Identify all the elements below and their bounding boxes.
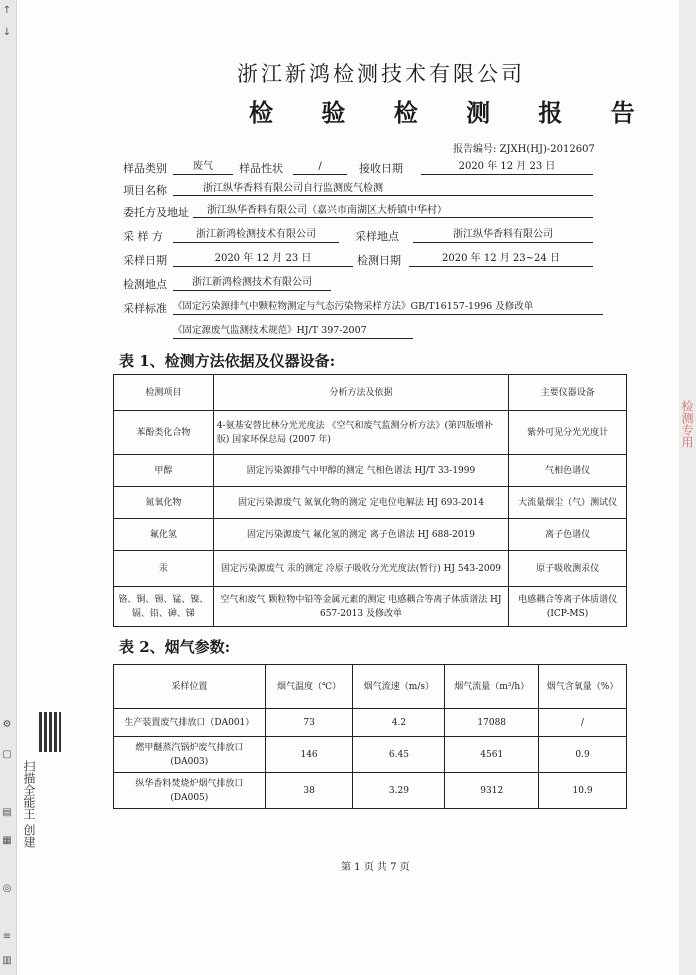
header-cell: 烟气流速（m/s） (353, 665, 445, 709)
sample-state-label: 样品性状 (239, 162, 283, 175)
header-cell: 主要仪器设备 (509, 375, 627, 411)
header-cell: 烟气含氧量（%） (539, 665, 627, 709)
received-label: 接收日期 (359, 162, 403, 175)
header-cell: 采样位置 (114, 665, 266, 709)
document-page (17, 0, 694, 975)
cell-method: 4-氨基安替比林分光光度法 《空气和废气监测分析方法》(第四版增补版) 国家环保总局 (2007 年) (213, 411, 508, 455)
cell-oxygen: 0.9 (539, 737, 627, 773)
table-row (114, 411, 627, 455)
client-label: 委托方及地址 (123, 206, 189, 219)
header-cell: 分析方法及依据 (213, 375, 508, 411)
cell-item: 氮氧化物 (114, 487, 214, 519)
settings-icon[interactable]: ⚙ (2, 719, 12, 730)
client-value: 浙江纵华香料有限公司（嘉兴市南湖区大桥镇中华村） (193, 204, 593, 218)
methods-table (113, 374, 627, 627)
cell-item: 苯酚类化合物 (114, 411, 214, 455)
project-value: 浙江纵华香料有限公司自行监测废气检测 (173, 182, 593, 196)
sampler-label: 采 样 方 (123, 230, 163, 243)
bookmark-icon[interactable]: ▢ (2, 749, 12, 760)
sampling-place-value: 浙江纵华香料有限公司 (413, 228, 593, 243)
scanner-watermark: 扫描全能王 创建 (22, 760, 36, 848)
cell-device: 气相色谱仪 (509, 455, 627, 487)
scroll-down-icon[interactable]: ↓ (2, 27, 12, 38)
page-footer: 第 1 页 共 7 页 (341, 862, 410, 873)
cell-temp: 73 (265, 709, 353, 737)
flue-gas-table (113, 664, 627, 809)
qr-code-icon (39, 712, 61, 752)
cell-method: 固定污染源排气中甲醇的测定 气相色谱法 HJ/T 33-1999 (213, 455, 508, 487)
test-place-label: 检测地点 (123, 278, 167, 291)
cell-location: 生产装置废气排放口（DA001） (114, 709, 266, 737)
cell-speed: 3.29 (353, 773, 445, 809)
page-icon[interactable]: ▤ (2, 807, 12, 818)
table-row (114, 587, 627, 627)
cell-device: 离子色谱仪 (509, 519, 627, 551)
company-name: 浙江新鸿检测技术有限公司 (237, 62, 525, 86)
cell-method: 固定污染源废气 氮氧化物的测定 定电位电解法 HJ 693-2014 (213, 487, 508, 519)
sample-state-value: / (293, 160, 347, 175)
table-header-row (114, 375, 627, 411)
scroll-up-icon[interactable]: ↑ (2, 5, 12, 16)
sampling-place-label: 采样地点 (355, 230, 399, 243)
cell-flow: 17088 (445, 709, 539, 737)
table-row (114, 737, 627, 773)
cell-device: 电感耦合等离子体质谱仪 (ICP-MS) (509, 587, 627, 627)
sampling-date-value: 2020 年 12 月 23 日 (173, 252, 353, 267)
standard-label: 采样标准 (123, 302, 167, 315)
cell-method: 固定污染源废气 汞的测定 冷原子吸收分光光度法(暂行) HJ 543-2009 (213, 551, 508, 587)
cell-method: 空气和废气 颗粒物中铅等金属元素的测定 电感耦合等离子体质谱法 HJ 657-2013 及修改单 (213, 587, 508, 627)
header-cell: 检测项目 (114, 375, 214, 411)
view-icon[interactable]: ◎ (2, 883, 12, 894)
table2-heading: 表 2、烟气参数: (119, 638, 231, 656)
viewer-left-toolbar (0, 0, 17, 975)
panel-icon[interactable]: ▥ (2, 955, 12, 966)
table-row (114, 709, 627, 737)
cell-temp: 146 (265, 737, 353, 773)
cell-item: 甲醇 (114, 455, 214, 487)
table1-heading: 表 1、检测方法依据及仪器设备: (119, 352, 336, 370)
sampling-date-label: 采样日期 (123, 254, 167, 267)
standard-value-2: 《固定源废气监测技术规范》HJ/T 397-2007 (173, 324, 413, 339)
standard-value-1: 《固定污染源排气中颗粒物测定与气态污染物采样方法》GB/T16157-1996 及修改单 (173, 300, 603, 315)
cell-speed: 6.45 (353, 737, 445, 773)
cell-location: 燃甲醚蒸汽锅炉废气排放口 (DA003) (114, 737, 266, 773)
table-row (114, 455, 627, 487)
cell-device: 原子吸收测汞仪 (509, 551, 627, 587)
cell-speed: 4.2 (353, 709, 445, 737)
cell-device: 紫外可见分光光度计 (509, 411, 627, 455)
received-value: 2020 年 12 月 23 日 (421, 160, 593, 175)
table-row (114, 487, 627, 519)
table-row (114, 551, 627, 587)
sample-type-value: 废气 (173, 160, 233, 175)
table-row (114, 773, 627, 809)
cell-location: 纵华香料焚烧炉烟气排放口 (DA005) (114, 773, 266, 809)
test-date-value: 2020 年 12 月 23~24 日 (409, 252, 593, 267)
report-title: 检 验 检 测 报 告 (249, 98, 655, 127)
sample-type-label: 样品类别 (123, 162, 167, 175)
sampler-value: 浙江新鸿检测技术有限公司 (173, 228, 339, 243)
cell-item: 汞 (114, 551, 214, 587)
cell-flow: 9312 (445, 773, 539, 809)
test-place-value: 浙江新鸿检测技术有限公司 (173, 276, 331, 291)
table-row (114, 519, 627, 551)
project-label: 项目名称 (123, 184, 167, 197)
cell-method: 固定污染源废气 氟化氢的测定 离子色谱法 HJ 688-2019 (213, 519, 508, 551)
thumbnail-icon[interactable]: ▦ (2, 835, 12, 846)
cell-item: 铬、铜、锡、锰、镍、镉、铅、砷、锑 (114, 587, 214, 627)
list-icon[interactable]: ≡ (2, 931, 12, 942)
header-cell: 烟气温度（℃） (265, 665, 353, 709)
table-header-row (114, 665, 627, 709)
cell-flow: 4561 (445, 737, 539, 773)
header-cell: 烟气流量（m³/h） (445, 665, 539, 709)
cell-temp: 38 (265, 773, 353, 809)
test-date-label: 检测日期 (357, 254, 401, 267)
cell-device: 大流量烟尘（气）测试仪 (509, 487, 627, 519)
cell-item: 氟化氢 (114, 519, 214, 551)
cell-oxygen: / (539, 709, 627, 737)
cell-oxygen: 10.9 (539, 773, 627, 809)
red-stamp: 检测专用 (680, 400, 694, 448)
report-number: 报告编号: ZJXH(HJ)-2012607 (453, 144, 595, 155)
